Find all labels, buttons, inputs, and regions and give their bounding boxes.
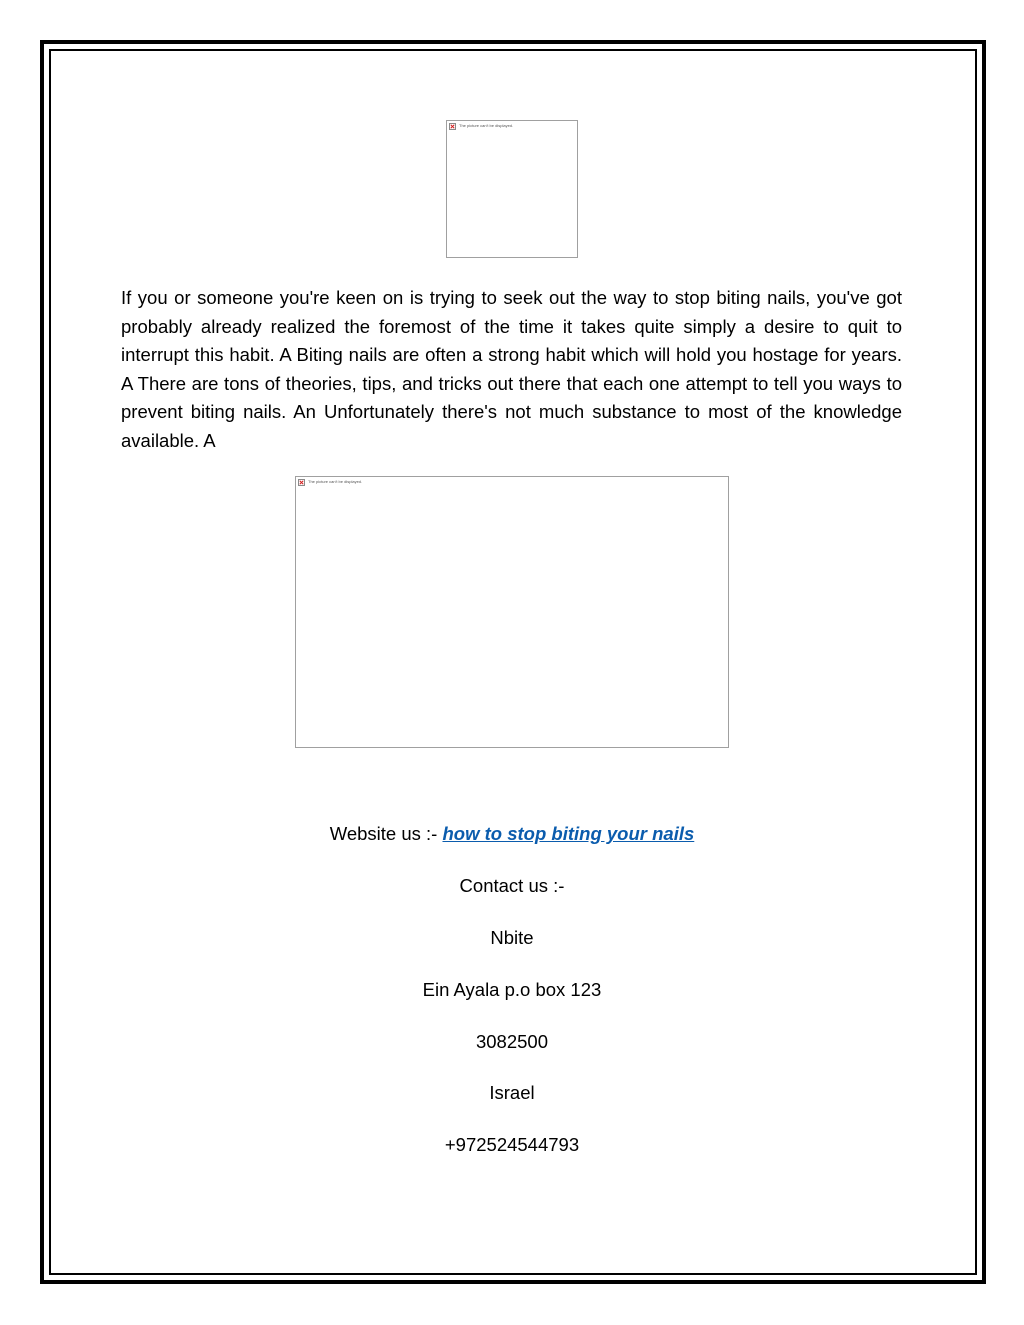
broken-image-icon bbox=[449, 123, 456, 130]
broken-image-icon bbox=[298, 479, 305, 486]
country: Israel bbox=[489, 1082, 535, 1103]
website-line bbox=[100, 822, 924, 846]
postal-code: 3082500 bbox=[475, 1031, 549, 1052]
body-paragraph: If you or someone you're keen on is trying to seek out the way to stop biting nails, you've got probably already realized the foremost of the time it takes quite simply a desire to quit to interrupt this habit. A Biting nails are often a strong habit which will hold you hostage for years. A There are tons of theories, tips, and tricks out there that each one attempt to tell you ways to prevent biting nails. An Unfortunately there's not much substance to most of the knowledge available. A bbox=[121, 287, 902, 451]
phone-number: +972524544793 bbox=[444, 1134, 580, 1155]
address-line: Ein Ayala p.o box 123 bbox=[422, 979, 602, 1000]
website-label: Website us :- bbox=[329, 823, 443, 844]
contact-label: Contact us :- bbox=[459, 875, 565, 896]
broken-image-caption: The picture can't be displayed. bbox=[308, 479, 363, 484]
company-name: Nbite bbox=[490, 927, 534, 948]
broken-image-top bbox=[446, 120, 578, 258]
website-link[interactable]: how to stop biting your nails bbox=[442, 823, 695, 844]
broken-image-caption: The picture can't be displayed. bbox=[459, 123, 514, 128]
broken-image-middle bbox=[295, 476, 729, 748]
